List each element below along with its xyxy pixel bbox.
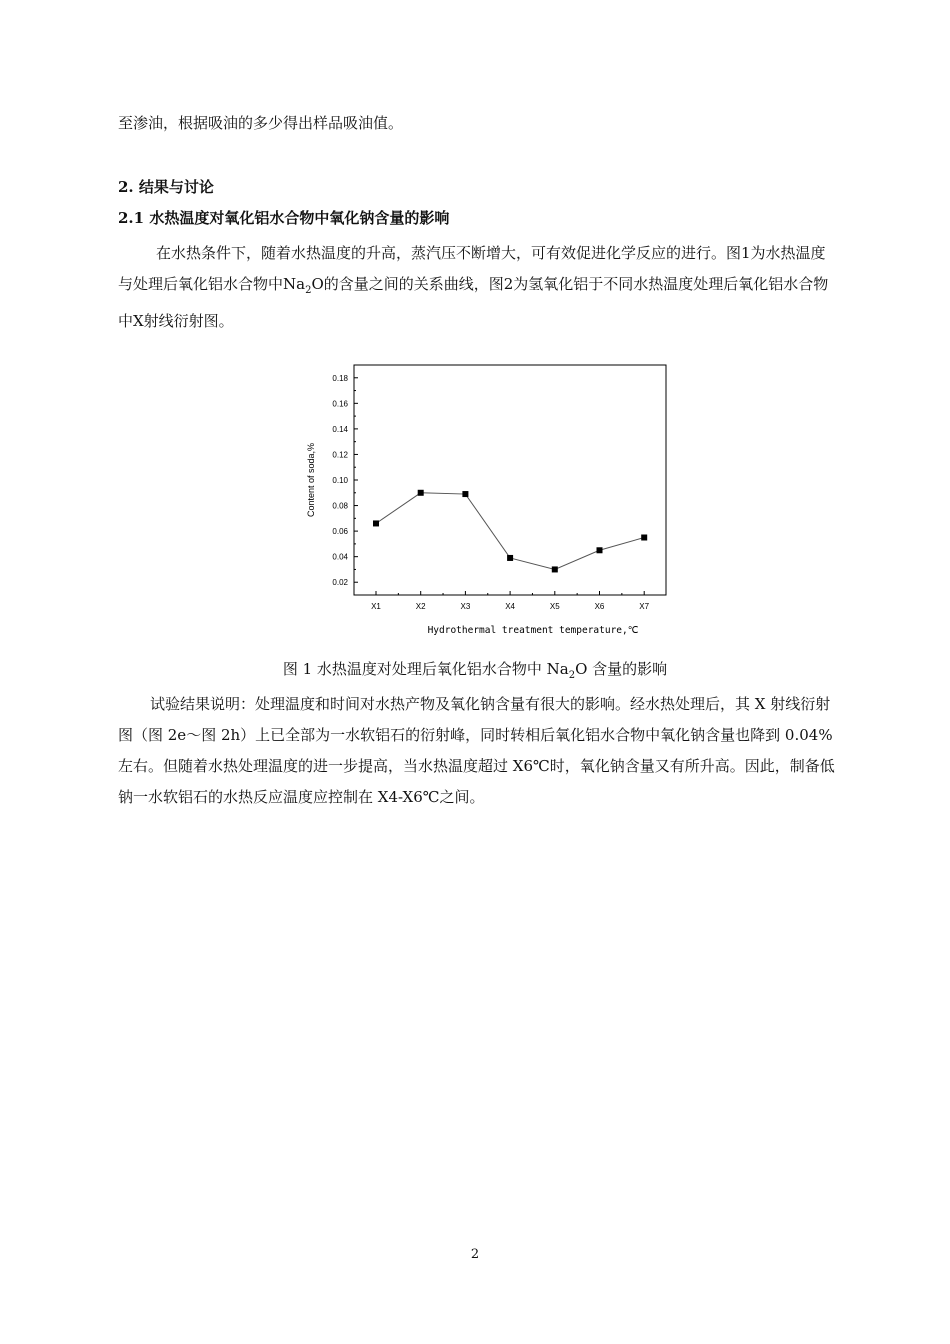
figure-1-chart (298, 358, 678, 643)
y-tick-label: 0.12 (332, 450, 348, 460)
y-tick-label: 0.10 (332, 476, 348, 485)
data-markers (373, 490, 647, 573)
y-tick-label: 0.02 (332, 578, 348, 588)
page-number: 2 (470, 1247, 480, 1262)
caption-part1: 图 1 水热温度对处理后氧化铝水合物中 Na (282, 660, 569, 678)
y-tick-label: 0.04 (332, 552, 348, 562)
data-point-x1 (373, 520, 379, 526)
data-point-x2 (418, 490, 424, 496)
intro-subscript: 2 (305, 285, 312, 296)
intro-text-part2: O的含量之间的关系曲线，图2为氢氧化铝于不同水热温度处理后氧化铝水合物中X射线衍射图。 (118, 275, 829, 330)
x-tick-label: X1 (371, 602, 381, 611)
x-tick-label: X4 (505, 602, 515, 611)
y-tick-label: 0.14 (332, 424, 348, 434)
section-heading: 2. 结果与讨论 (118, 178, 214, 196)
y-tick-label: 0.08 (332, 501, 348, 511)
x-tick-label: X5 (549, 602, 560, 611)
paragraph-intro (118, 238, 838, 337)
data-point-x7 (641, 535, 647, 541)
y-tick-label: 0.18 (332, 373, 348, 383)
paragraph-oil-absorption: 至渗油，根据吸油的多少得出样品吸油值。 (118, 114, 404, 132)
x-tick-label: X6 (594, 602, 605, 611)
y-axis-label: Content of soda,% (306, 442, 316, 518)
y-tick-label: 0.16 (332, 399, 348, 409)
subsection-heading: 2.1 水热温度对氧化铝水合物中氧化钠含量的影响 (118, 209, 450, 227)
x-tick-label: X7 (639, 602, 650, 611)
x-tick-label: X2 (415, 602, 426, 611)
caption-subscript: 2 (568, 670, 576, 681)
intro-text-part1: 在水热条件下，随着水热温度的升高，蒸汽压不断增大，可有效促进化学反应的进行。图1为水热温度与处理后氧化铝水合物中Na (118, 244, 826, 293)
figure-caption (0, 658, 950, 681)
paragraph-results: 试验结果说明：处理温度和时间对水热产物及氧化钠含量有很大的影响。经水热处理后，其 X 射线衍射图（图 2e～图 2h）上已全部为一水软铝石的衍射峰，同时转相后氧化铝水合物中氧化钠含量也降到 0.04%左右。但随着水热处理温度的进一步提高，当水热温度超过 X6℃时，氧化钠含量又有所升高。因此，制备低钠一水软铝石的水热反应温度应控制在 X4-X6℃之间。 (118, 695, 835, 806)
x-axis-label: Hydrothermal treatment temperature,℃ (427, 625, 639, 636)
data-point-x4 (507, 555, 513, 561)
caption-part2: O 含量的影响 (575, 660, 668, 678)
soda-content-line-chart (298, 358, 678, 643)
data-point-x5 (552, 566, 558, 572)
y-tick-label: 0.06 (332, 527, 348, 537)
x-tick-label: X3 (460, 602, 471, 611)
data-point-x3 (462, 491, 468, 497)
data-point-x6 (597, 547, 603, 553)
x-axis-ticks (371, 591, 650, 611)
